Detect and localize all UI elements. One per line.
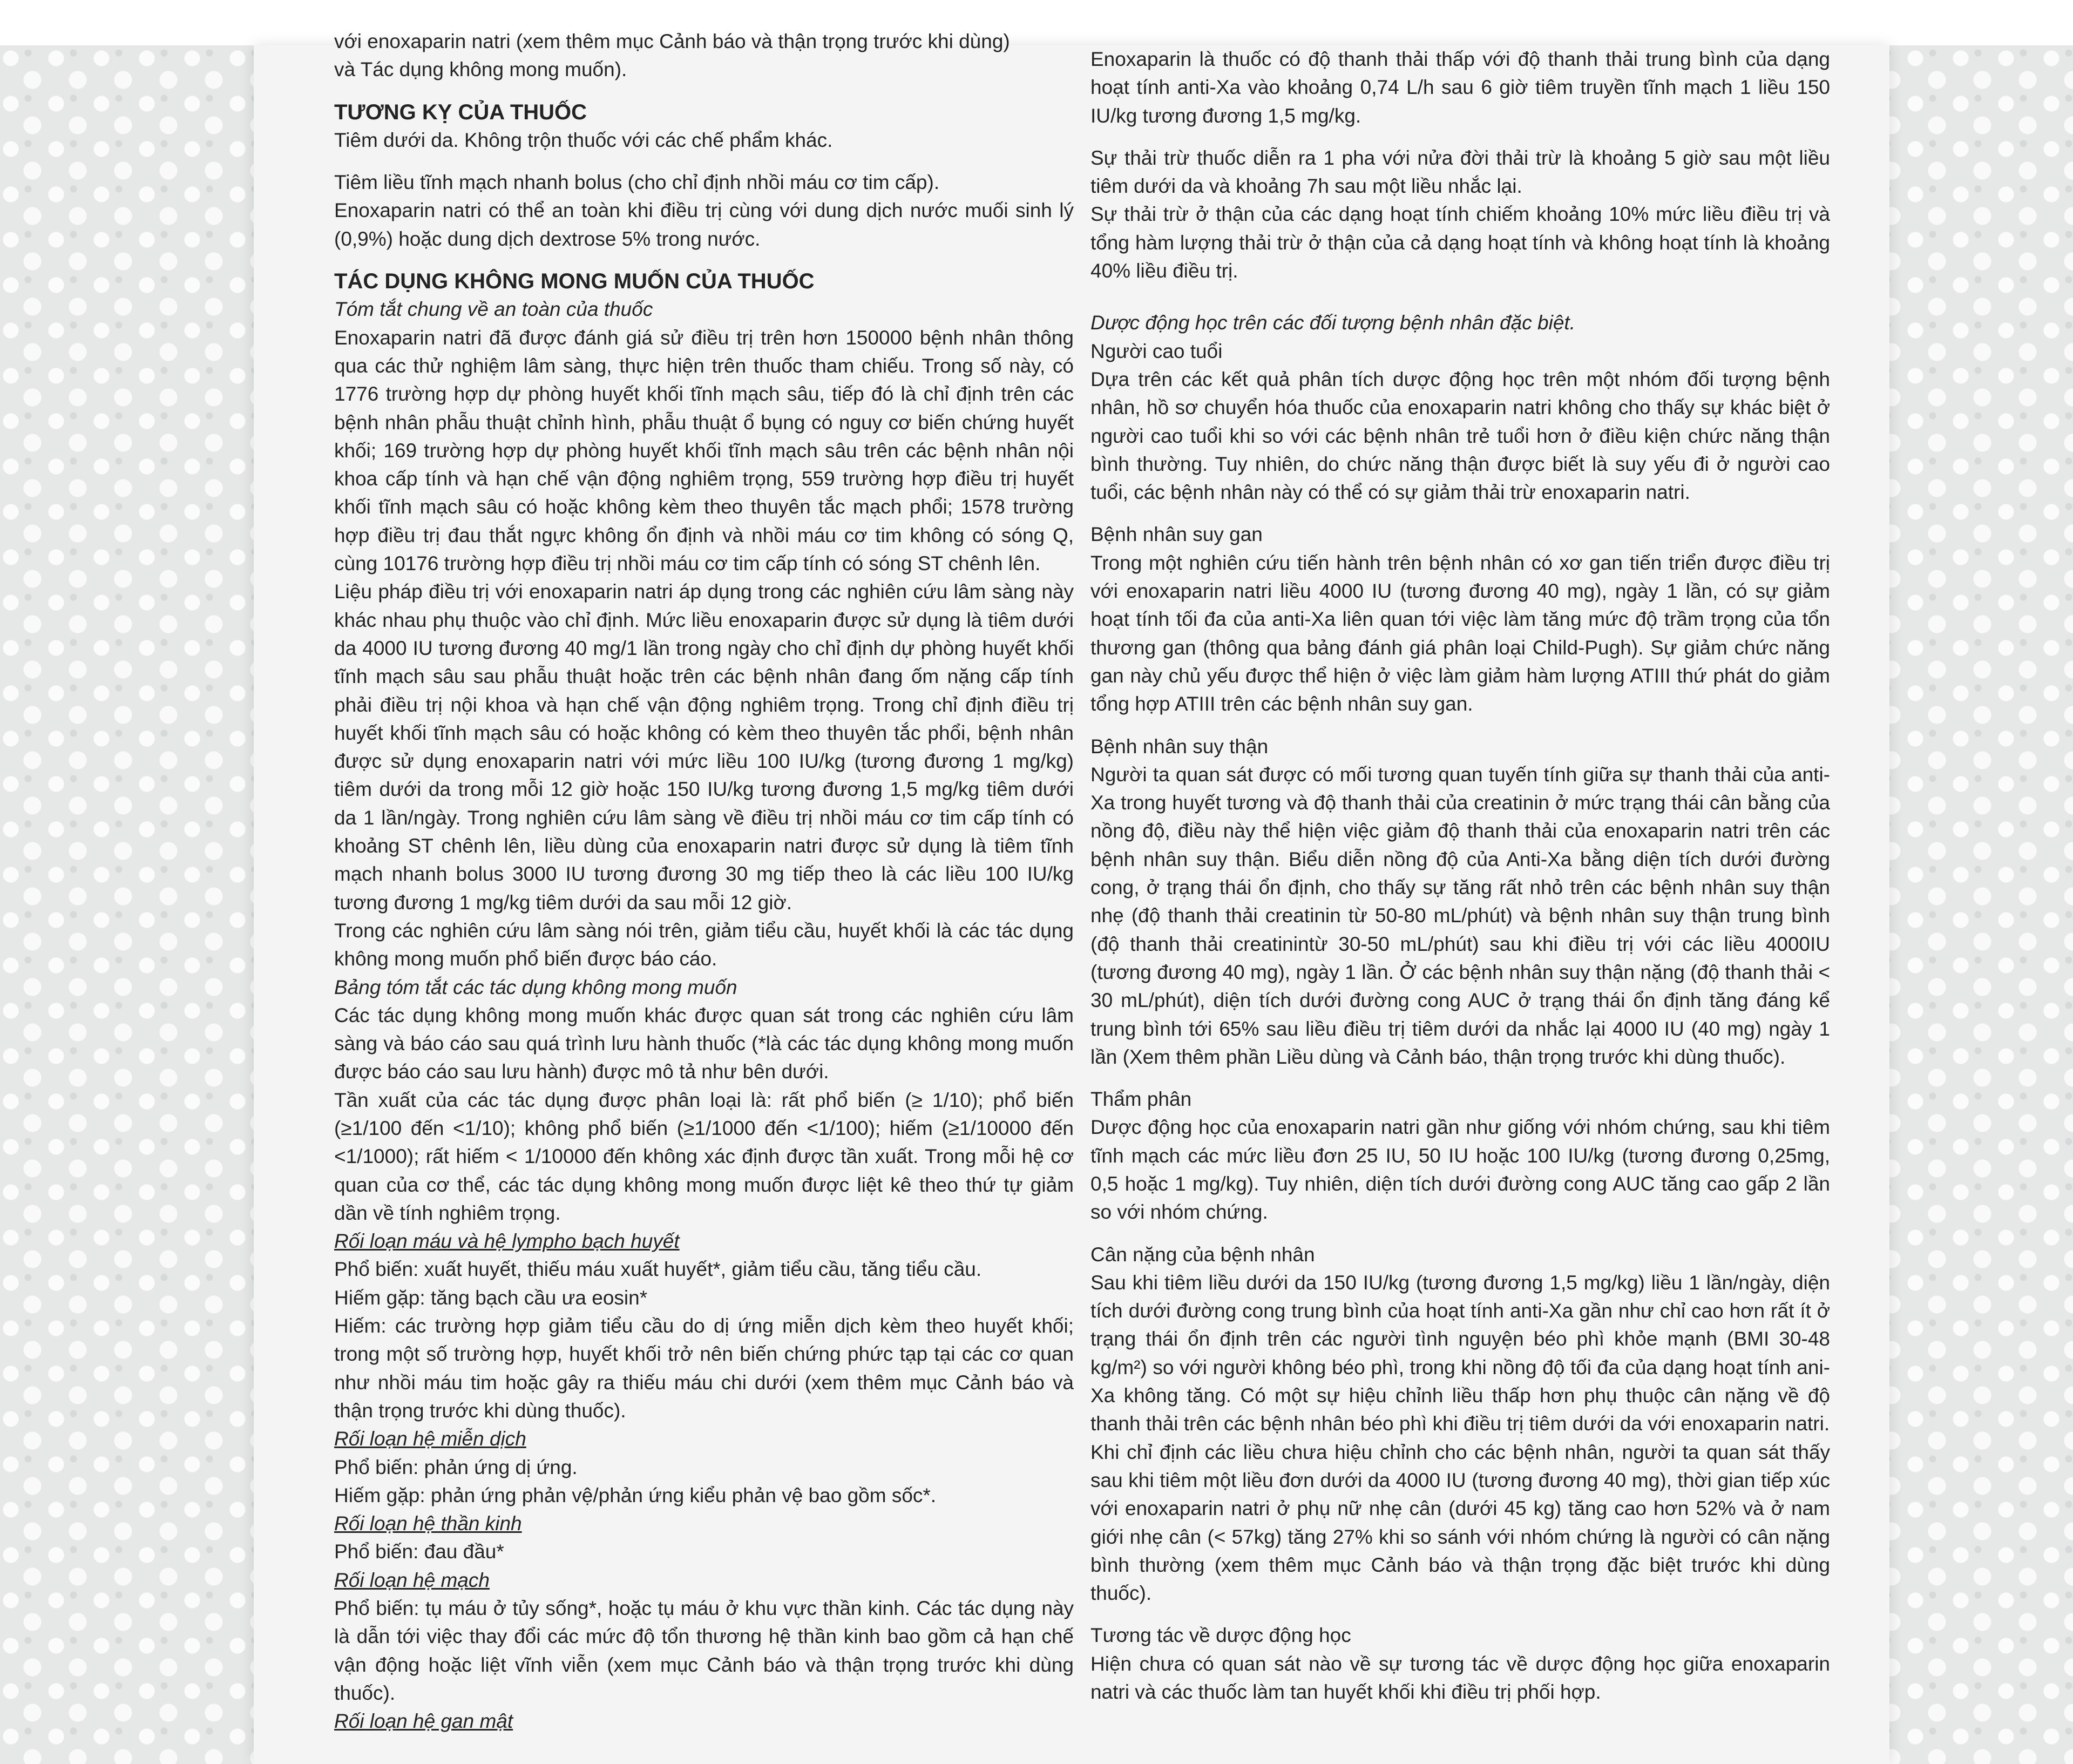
paragraph: Dựa trên các kết quả phân tích dược động học trên một nhóm đối tượng bệnh nhân, hồ sơ chuyển hóa thuốc của enoxaparin natri không cho thấy sự khác biệt ở người cao tuổi khi so với các bệnh nhân trẻ tuổi hơn ở điều kiện chức năng thận bình thường. Tuy nhiên, do chức năng thận được biết là suy yếu đi ở người cao tuổi, các bệnh nhân này có thể có sự giảm thải trừ enoxaparin natri. [1090,368,1830,504]
left-column [334,30,1074,1736]
paragraph-line: và Tác dụng không mong muốn). [334,58,627,81]
paragraph: Phổ biến: phản ứng dị ứng. [334,1456,578,1478]
paragraph: Tiêm dưới da. Không trộn thuốc với các chế phẩm khác. [334,129,833,151]
subheading-special-populations: Dược động học trên các đối tượng bệnh nhân đặc biệt. [1090,312,1575,334]
paragraph: Hiếm gặp: tăng bạch cầu ưa eosin* [334,1286,648,1309]
paragraph: Enoxaparin natri đã được đánh giá sử điều trị trên hơn 150000 bệnh nhân thông qua các thử nghiệm lâm sàng, thực hiện trên thuốc tham chiếu. Trong số này, có 1776 trường hợp dự phòng huyết khối tĩnh mạch sâu, tiếp đó là chỉ định trên các bệnh nhân phẫu thuật chỉnh hình, phẫu thuật ổ bụng có nguy cơ biến chứng huyết khối; 169 trường hợp dự phòng huyết khối tĩnh mạch sâu trên các bệnh nhân nội khoa cấp tính và hạn chế vận động nghiêm trọng, 559 trường hợp điều trị huyết khối tĩnh mạch sâu có hoặc không kèm theo thuyên tắc mạch phổi; 1578 trường hợp điều trị đau thắt ngực không ổn định và nhồi máu cơ tim không có sóng Q, cùng 10176 trường hợp điều trị nhồi máu cơ tim cấp tính có sóng ST chênh lên. [334,326,1074,575]
paragraph: Tiêm liều tĩnh mạch nhanh bolus (cho chỉ định nhồi máu cơ tim cấp). [334,171,940,194]
section-heading-incompatibility: TƯƠNG KỴ CỦA THUỐC [334,100,587,124]
paragraph: Sự thải trừ thuốc diễn ra 1 pha với nửa đời thải trừ là khoảng 5 giờ sau một liều tiêm dưới da và khoảng 7h sau một liều nhắc lại. [1090,146,1830,198]
paragraph: Người ta quan sát được có mối tương quan tuyến tính giữa sự thanh thải của anti-Xa trong huyết tương và độ thanh thải của creatinin ở mức trạng thái cân bằng của nồng độ, điều này thể hiện việc giảm độ thanh thải của enoxaparin natri trên các bệnh nhân suy thận. Biểu diễn nồng độ của Anti-Xa bằng diện tích dưới đường cong, ở trạng thái ổn định, cho thấy sự tăng rất nhỏ trên các bệnh nhân suy thận nhẹ (độ thanh thải creatinin từ 50-80 mL/phút) và bệnh nhân suy thận trung bình (độ thanh thải creatinintừ 30-50 mL/phút) sau khi điều trị với các liều 4000IU (tương đương 40 mg), ngày 1 lần. Ở các bệnh nhân suy thận nặng (độ thanh thải < 30 mL/phút), diện tích dưới đường cong AUC ở trạng thái ổn định tăng đáng kể trung bình tới 65% sau liều điều trị tiêm dưới da nhắc lại 4000 IU (40 mg) ngày 1 lần (Xem thêm phần Liều dùng và Cảnh báo, thận trọng trước khi dùng thuốc). [1090,763,1830,1068]
right-column [1090,45,1830,1706]
paragraph: Các tác dụng không mong muốn khác được quan sát trong các nghiên cứu lâm sàng và báo cáo sau quá trình lưu hành thuốc (*là các tác dụng không mong muốn được báo cáo sau lưu hành) được mô tả như bên dưới. [334,1004,1074,1083]
paragraph: Khi chỉ định các liều chưa hiệu chỉnh cho các bệnh nhân, người ta quan sát thấy sau khi tiêm một liều đơn dưới da 4000 IU (tương đương 40 mg), thời gian tiếp xúc với enoxaparin natri ở phụ nữ nhẹ cân (dưới 45 kg) tăng cao hơn 52% và ở nam giới nhẹ cân (< 57kg) tăng 27% khi so sánh với nhóm chứng là người có cân nặng bình thường (xem thêm mục Cảnh báo và thận trọng đặc biệt trước khi dùng thuốc). [1090,1441,1830,1605]
subheading-body-weight: Cân nặng của bệnh nhân [1090,1243,1315,1266]
subheading-safety-summary: Tóm tắt chung về an toàn của thuốc [334,298,653,321]
paragraph: Trong các nghiên cứu lâm sàng nói trên, giảm tiểu cầu, huyết khối là các tác dụng không mong muốn phổ biến được báo cáo. [334,919,1074,970]
paragraph: Tần xuất của các tác dụng được phân loại là: rất phổ biến (≥ 1/10); phổ biến (≥1/100 đến <1/10); không phổ biến (≥1/1000 đến <1/100); hiếm (≥1/10000 đến <1/1000); rất hiếm < 1/10000 đến không xác định được tần xuất. Trong mỗi hệ cơ quan của cơ thể, các tác dụng không mong muốn được liệt kê theo thứ tự giảm dần về tính nghiêm trọng. [334,1089,1074,1224]
paragraph: Sau khi tiêm liều dưới da 150 IU/kg (tương đương 1,5 mg/kg) liều 1 lần/ngày, diện tích dưới đường cong trung bình của hoạt tính anti-Xa gần như chỉ cao hơn rất ít ở trạng thái ổn định trên các người tình nguyện béo phì khỏe mạnh (BMI 30-48 kg/m²) so với người không béo phì, trong khi nồng độ tối đa của dạng hoạt tính ani-Xa không tăng. Có một sự hiệu chỉnh liều thấp hơn phụ thuộc cân nặng về độ thanh thải trên các bệnh nhân béo phì khi điều trị tiêm dưới da với enoxaparin natri. [1090,1271,1830,1435]
subheading-immune-disorders: Rối loạn hệ miễn dịch [334,1428,526,1450]
paragraph-clipped-first-line: với enoxaparin natri (xem thêm mục Cảnh báo và thận trọng trước khi dùng) [334,30,1010,52]
paragraph: Dược động học của enoxaparin natri gần như giống với nhóm chứng, sau khi tiêm tĩnh mạch các mức liều đơn 25 IU, 50 IU hoặc 100 IU/kg (tương đương 0,25mg, 0,5 hoặc 1 mg/kg). Tuy nhiên, diện tích dưới đường cong AUC tăng cao gấp 2 lần so với nhóm chứng. [1090,1116,1830,1224]
paragraph: Hiếm gặp: phản ứng phản vệ/phản ứng kiểu phản vệ bao gồm sốc*. [334,1484,937,1506]
subheading-pk-interactions: Tương tác về dược động học [1090,1624,1351,1647]
subheading-elderly: Người cao tuổi [1090,340,1223,362]
leaflet-page [254,30,1889,1764]
paragraph: Enoxaparin là thuốc có độ thanh thải thấp với độ thanh thải trung bình của dạng hoạt tính anti-Xa vào khoảng 0,74 L/h sau 6 giờ tiêm truyền tĩnh mạch 1 liều 150 IU/kg tương đương 1,5 mg/kg. [1090,48,1830,127]
section-heading-adverse-effects: TÁC DỤNG KHÔNG MONG MUỐN CỦA THUỐC [334,269,815,294]
paragraph: Hiện chưa có quan sát nào về sự tương tác về dược động học giữa enoxaparin natri và các thuốc làm tan huyết khối khi điều trị phối hợp. [1090,1652,1830,1704]
paragraph: Phổ biến: đau đầu* [334,1540,504,1563]
paragraph: Phổ biến: tụ máu ở tủy sống*, hoặc tụ máu ở khu vực thần kinh. Các tác dụng này là dẫn tới việc thay đổi các mức độ tổn thương hệ thần kinh bao gồm cả hạn chế vận động hoặc liệt vĩnh viễn (xem mục Cảnh báo và thận trọng trước khi dùng thuốc). [334,1597,1074,1704]
paragraph: Sự thải trừ ở thận của các dạng hoạt tính chiếm khoảng 10% mức liều điều trị và tổng hàm lượng thải trừ ở thận của cả dạng hoạt tính và không hoạt tính là khoảng 40% liều điều trị. [1090,203,1830,282]
subheading-vascular-disorders: Rối loạn hệ mạch [334,1569,490,1591]
subheading-hepatobiliary-disorders: Rối loạn hệ gan mật [334,1710,513,1733]
subheading-dialysis: Thẩm phân [1090,1088,1192,1111]
subheading-hepatic-impairment: Bệnh nhân suy gan [1090,523,1263,546]
subheading-renal-impairment: Bệnh nhân suy thận [1090,735,1269,758]
paragraph: Trong một nghiên cứu tiến hành trên bệnh nhân có xơ gan tiến triển được điều trị với enoxaparin natri liều 4000 IU (tương đương 40 mg), ngày 1 lần, có sự giảm hoạt tính tối đa của anti-Xa liên quan tới việc làm tăng mức độ trầm trọng của tổn thương gan (thông qua bảng đánh giá phân loại Child-Pugh). Sự giảm chức năng gan này chủ yếu được thể hiện ở việc làm giảm hàm lượng ATIII thứ phát do giảm tổng hợp ATIII trên các bệnh nhân suy gan. [1090,551,1830,715]
paragraph: Phổ biến: xuất huyết, thiếu máu xuất huyết*, giảm tiểu cầu, tăng tiểu cầu. [334,1258,982,1281]
scan-background [0,30,2073,1764]
paragraph: Liệu pháp điều trị với enoxaparin natri áp dụng trong các nghiên cứu lâm sàng này khác nhau phụ thuộc vào chỉ định. Mức liều enoxaparin được sử dụng là tiêm dưới da 4000 IU tương đương 40 mg/1 lần trong ngày cho chỉ định dự phòng huyết khối tĩnh mạch sâu sau phẫu thuật hoặc trên các bệnh nhân đang ốm nặng cấp tính phải điều trị nội khoa và hạn chế vận động nghiêm trọng. Trong chỉ định điều trị huyết khối tĩnh mạch sâu có hoặc không có kèm theo thuyên tắc phổi, bệnh nhân được sử dụng enoxaparin natri với mức liều 100 IU/kg (tương đương 1 mg/kg) tiêm dưới da trong mỗi 12 giờ hoặc 150 IU/kg tương đương 1,5 mg/kg tiêm dưới da 1 lần/ngày. Trong nghiên cứu lâm sàng về điều trị nhồi máu cơ tim cấp tính có khoảng ST chênh lên, liều dùng của enoxaparin natri được sử dụng là tiêm tĩnh mạch nhanh bolus 3000 IU tương đương 30 mg tiếp theo là các liều 100 IU/kg tương đương 1 mg/kg tiêm dưới da sau mỗi 12 giờ. [334,580,1074,914]
subheading-adverse-table: Bảng tóm tắt các tác dụng không mong muốn [334,976,737,998]
paragraph: Enoxaparin natri có thể an toàn khi điều trị cùng với dung dịch nước muối sinh lý (0,9%) hoặc dung dịch dextrose 5% trong nước. [334,199,1074,250]
subheading-blood-disorders: Rối loạn máu và hệ lympho bạch huyết [334,1230,680,1253]
subheading-nervous-disorders: Rối loạn hệ thần kinh [334,1512,522,1535]
paragraph: Hiếm: các trường hợp giảm tiểu cầu do dị ứng miễn dịch kèm theo huyết khối; trong một số trường hợp, huyết khối trở nên biến chứng phức tạp tại các cơ quan như nhồi máu tim hoặc gây ra thiếu máu chi dưới (xem thêm mục Cảnh báo và thận trọng trước khi dùng thuốc). [334,1315,1074,1422]
